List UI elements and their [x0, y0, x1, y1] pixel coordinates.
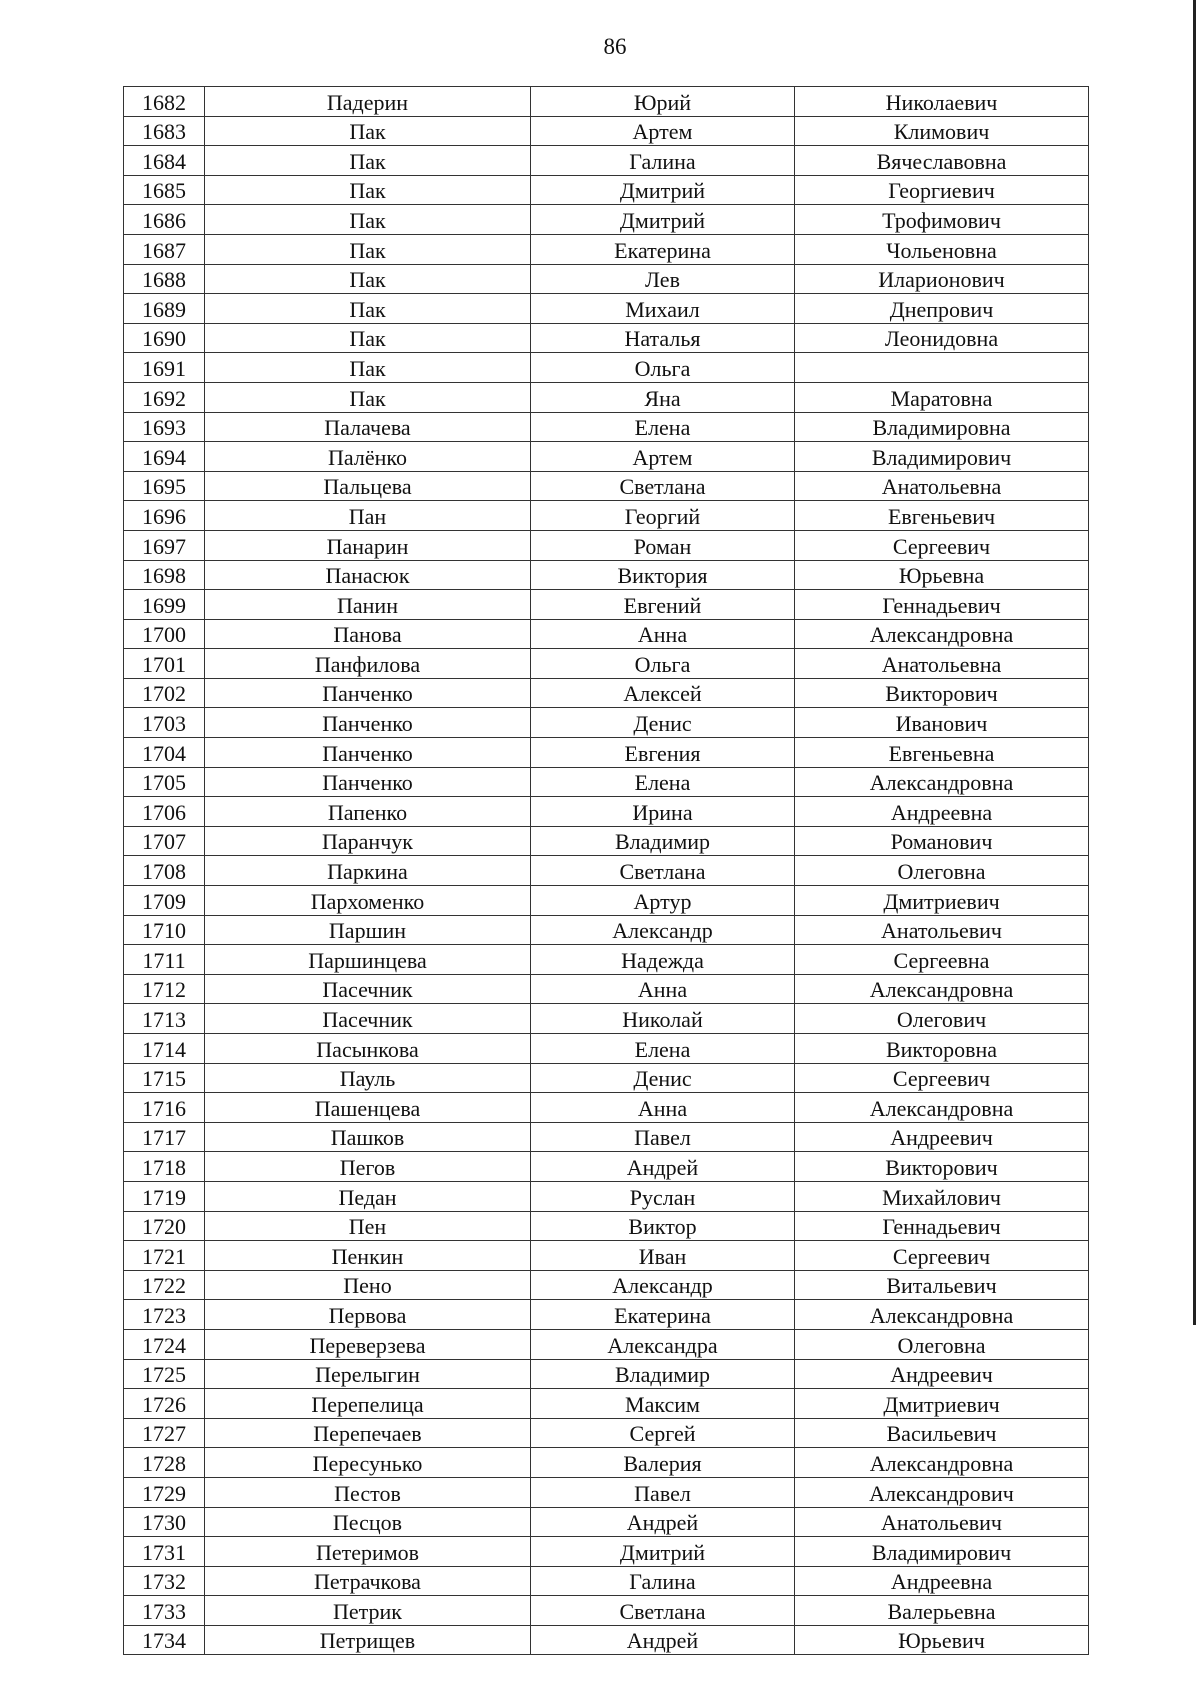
row-number-cell: 1702: [124, 678, 205, 708]
surname-cell: Пак: [205, 353, 531, 383]
table-row: [124, 530, 1089, 560]
surname-cell: Пан: [205, 501, 531, 531]
surname-cell: Пасечник: [205, 974, 531, 1004]
patronymic-cell: Анатольевич: [795, 1507, 1089, 1537]
table-row: [124, 974, 1089, 1004]
patronymic-cell: Александровна: [795, 1300, 1089, 1330]
table-row: [124, 826, 1089, 856]
surname-cell: Панченко: [205, 738, 531, 768]
surname-cell: Первова: [205, 1300, 531, 1330]
row-number-cell: 1705: [124, 767, 205, 797]
row-number-cell: 1704: [124, 738, 205, 768]
patronymic-cell: Владимирович: [795, 442, 1089, 472]
surname-cell: Пашенцева: [205, 1093, 531, 1123]
row-number-cell: 1733: [124, 1596, 205, 1626]
row-number-cell: 1727: [124, 1418, 205, 1448]
table-row: [124, 205, 1089, 235]
surname-cell: Пак: [205, 175, 531, 205]
patronymic-cell: Александровна: [795, 767, 1089, 797]
patronymic-cell: Леонидовна: [795, 323, 1089, 353]
row-number-cell: 1693: [124, 412, 205, 442]
row-number-cell: 1687: [124, 234, 205, 264]
table-row: [124, 1507, 1089, 1537]
row-number-cell: 1699: [124, 590, 205, 620]
surname-cell: Пак: [205, 116, 531, 146]
table-row: [124, 146, 1089, 176]
first-name-cell: Николай: [531, 1004, 795, 1034]
table-row: [124, 1448, 1089, 1478]
patronymic-cell: Трофимович: [795, 205, 1089, 235]
row-number-cell: 1697: [124, 530, 205, 560]
row-number-cell: 1734: [124, 1625, 205, 1655]
row-number-cell: 1707: [124, 826, 205, 856]
table-row: [124, 116, 1089, 146]
table-row: [124, 945, 1089, 975]
table-row: [124, 678, 1089, 708]
row-number-cell: 1720: [124, 1211, 205, 1241]
first-name-cell: Елена: [531, 412, 795, 442]
surname-cell: Пак: [205, 234, 531, 264]
table-row: [124, 1211, 1089, 1241]
patronymic-cell: Евгеньевна: [795, 738, 1089, 768]
patronymic-cell: Дмитриевич: [795, 1389, 1089, 1419]
surname-cell: Панарин: [205, 530, 531, 560]
table-row: [124, 1152, 1089, 1182]
first-name-cell: Максим: [531, 1389, 795, 1419]
table-row: [124, 1004, 1089, 1034]
first-name-cell: Павел: [531, 1122, 795, 1152]
surname-cell: Панова: [205, 619, 531, 649]
surname-cell: Пак: [205, 264, 531, 294]
row-number-cell: 1692: [124, 382, 205, 412]
first-name-cell: Галина: [531, 146, 795, 176]
table-row: [124, 1566, 1089, 1596]
first-name-cell: Наталья: [531, 323, 795, 353]
first-name-cell: Александр: [531, 1270, 795, 1300]
table-row: [124, 797, 1089, 827]
surname-cell: Пак: [205, 294, 531, 324]
surname-cell: Петрищев: [205, 1625, 531, 1655]
first-name-cell: Виктория: [531, 560, 795, 590]
surname-cell: Панин: [205, 590, 531, 620]
first-name-cell: Ольга: [531, 649, 795, 679]
row-number-cell: 1688: [124, 264, 205, 294]
first-name-cell: Светлана: [531, 1596, 795, 1626]
row-number-cell: 1731: [124, 1537, 205, 1567]
row-number-cell: 1732: [124, 1566, 205, 1596]
surname-cell: Панасюк: [205, 560, 531, 590]
first-name-cell: Яна: [531, 382, 795, 412]
row-number-cell: 1694: [124, 442, 205, 472]
surname-cell: Петрачкова: [205, 1566, 531, 1596]
surname-cell: Паранчук: [205, 826, 531, 856]
patronymic-cell: Юрьевна: [795, 560, 1089, 590]
table-row: [124, 175, 1089, 205]
first-name-cell: Андрей: [531, 1152, 795, 1182]
patronymic-cell: Геннадьевич: [795, 1211, 1089, 1241]
first-name-cell: Ольга: [531, 353, 795, 383]
row-number-cell: 1695: [124, 471, 205, 501]
row-number-cell: 1711: [124, 945, 205, 975]
patronymic-cell: Андреевич: [795, 1122, 1089, 1152]
first-name-cell: Михаил: [531, 294, 795, 324]
first-name-cell: Галина: [531, 1566, 795, 1596]
first-name-cell: Светлана: [531, 856, 795, 886]
row-number-cell: 1706: [124, 797, 205, 827]
table-row: [124, 1329, 1089, 1359]
table-row: [124, 1122, 1089, 1152]
table-row: [124, 1418, 1089, 1448]
patronymic-cell: Чольеновна: [795, 234, 1089, 264]
first-name-cell: Елена: [531, 767, 795, 797]
first-name-cell: Анна: [531, 619, 795, 649]
first-name-cell: Елена: [531, 1034, 795, 1064]
patronymic-cell: Сергеевич: [795, 1063, 1089, 1093]
patronymic-cell: Георгиевич: [795, 175, 1089, 205]
patronymic-cell: Андреевна: [795, 797, 1089, 827]
patronymic-cell: Анатольевна: [795, 471, 1089, 501]
table-row: [124, 1477, 1089, 1507]
table-row: [124, 915, 1089, 945]
page-number: 86: [603, 34, 627, 59]
table-row: [124, 1300, 1089, 1330]
first-name-cell: Павел: [531, 1477, 795, 1507]
first-name-cell: Андрей: [531, 1625, 795, 1655]
surname-cell: Падерин: [205, 87, 531, 117]
patronymic-cell: Александровна: [795, 974, 1089, 1004]
surname-cell: Палёнко: [205, 442, 531, 472]
patronymic-cell: Васильевич: [795, 1418, 1089, 1448]
patronymic-cell: [795, 353, 1089, 383]
row-number-cell: 1718: [124, 1152, 205, 1182]
first-name-cell: Светлана: [531, 471, 795, 501]
first-name-cell: Валерия: [531, 1448, 795, 1478]
patronymic-cell: Викторовна: [795, 1034, 1089, 1064]
table-row: [124, 264, 1089, 294]
first-name-cell: Сергей: [531, 1418, 795, 1448]
row-number-cell: 1728: [124, 1448, 205, 1478]
table-row: [124, 1181, 1089, 1211]
table-row: [124, 1093, 1089, 1123]
scan-edge-line: [1193, 0, 1196, 1325]
surname-cell: Пауль: [205, 1063, 531, 1093]
patronymic-cell: Сергеевич: [795, 1241, 1089, 1271]
surname-cell: Паршин: [205, 915, 531, 945]
table-row: [124, 767, 1089, 797]
surname-cell: Пересунько: [205, 1448, 531, 1478]
table-row: [124, 442, 1089, 472]
row-number-cell: 1712: [124, 974, 205, 1004]
table-row: [124, 1389, 1089, 1419]
patronymic-cell: Александровна: [795, 1448, 1089, 1478]
table-row: [124, 294, 1089, 324]
first-name-cell: Георгий: [531, 501, 795, 531]
first-name-cell: Екатерина: [531, 234, 795, 264]
first-name-cell: Денис: [531, 1063, 795, 1093]
patronymic-cell: Андреевна: [795, 1566, 1089, 1596]
row-number-cell: 1715: [124, 1063, 205, 1093]
surname-cell: Пен: [205, 1211, 531, 1241]
row-number-cell: 1729: [124, 1477, 205, 1507]
patronymic-cell: Сергеевна: [795, 945, 1089, 975]
table-row: [124, 1359, 1089, 1389]
first-name-cell: Артем: [531, 116, 795, 146]
row-number-cell: 1714: [124, 1034, 205, 1064]
surname-cell: Панченко: [205, 678, 531, 708]
table-row: [124, 471, 1089, 501]
first-name-cell: Иван: [531, 1241, 795, 1271]
surname-cell: Панченко: [205, 767, 531, 797]
table-row: [124, 87, 1089, 117]
patronymic-cell: Олеговна: [795, 856, 1089, 886]
table-row: [124, 1063, 1089, 1093]
surname-cell: Пенкин: [205, 1241, 531, 1271]
table-row: [124, 353, 1089, 383]
patronymic-cell: Юрьевич: [795, 1625, 1089, 1655]
surname-cell: Пашков: [205, 1122, 531, 1152]
first-name-cell: Дмитрий: [531, 205, 795, 235]
row-number-cell: 1690: [124, 323, 205, 353]
surname-cell: Пестов: [205, 1477, 531, 1507]
row-number-cell: 1709: [124, 886, 205, 916]
row-number-cell: 1722: [124, 1270, 205, 1300]
row-number-cell: 1717: [124, 1122, 205, 1152]
surname-cell: Пак: [205, 323, 531, 353]
row-number-cell: 1730: [124, 1507, 205, 1537]
patronymic-cell: Дмитриевич: [795, 886, 1089, 916]
patronymic-cell: Романович: [795, 826, 1089, 856]
first-name-cell: Юрий: [531, 87, 795, 117]
row-number-cell: 1700: [124, 619, 205, 649]
first-name-cell: Владимир: [531, 1359, 795, 1389]
table-row: [124, 738, 1089, 768]
patronymic-cell: Владимировна: [795, 412, 1089, 442]
surname-cell: Пархоменко: [205, 886, 531, 916]
row-number-cell: 1713: [124, 1004, 205, 1034]
patronymic-cell: Анатольевич: [795, 915, 1089, 945]
patronymic-cell: Николаевич: [795, 87, 1089, 117]
first-name-cell: Анна: [531, 974, 795, 1004]
table-row: [124, 323, 1089, 353]
roster-table: [123, 86, 1089, 1655]
surname-cell: Пальцева: [205, 471, 531, 501]
table-row: [124, 856, 1089, 886]
first-name-cell: Роман: [531, 530, 795, 560]
patronymic-cell: Викторович: [795, 1152, 1089, 1182]
first-name-cell: Денис: [531, 708, 795, 738]
surname-cell: Пасечник: [205, 1004, 531, 1034]
patronymic-cell: Александровна: [795, 619, 1089, 649]
surname-cell: Паршинцева: [205, 945, 531, 975]
row-number-cell: 1724: [124, 1329, 205, 1359]
first-name-cell: Артур: [531, 886, 795, 916]
patronymic-cell: Олегович: [795, 1004, 1089, 1034]
patronymic-cell: Александрович: [795, 1477, 1089, 1507]
patronymic-cell: Анатольевна: [795, 649, 1089, 679]
surname-cell: Паркина: [205, 856, 531, 886]
first-name-cell: Александр: [531, 915, 795, 945]
patronymic-cell: Владимирович: [795, 1537, 1089, 1567]
surname-cell: Педан: [205, 1181, 531, 1211]
row-number-cell: 1725: [124, 1359, 205, 1389]
surname-cell: Пегов: [205, 1152, 531, 1182]
patronymic-cell: Днепрович: [795, 294, 1089, 324]
surname-cell: Палачева: [205, 412, 531, 442]
first-name-cell: Екатерина: [531, 1300, 795, 1330]
first-name-cell: Лев: [531, 264, 795, 294]
first-name-cell: Дмитрий: [531, 1537, 795, 1567]
row-number-cell: 1701: [124, 649, 205, 679]
table-row: [124, 1625, 1089, 1655]
patronymic-cell: Андреевич: [795, 1359, 1089, 1389]
patronymic-cell: Валерьевна: [795, 1596, 1089, 1626]
surname-cell: Перепечаев: [205, 1418, 531, 1448]
first-name-cell: Владимир: [531, 826, 795, 856]
row-number-cell: 1703: [124, 708, 205, 738]
first-name-cell: Евгений: [531, 590, 795, 620]
table-row: [124, 412, 1089, 442]
surname-cell: Переверзева: [205, 1329, 531, 1359]
row-number-cell: 1719: [124, 1181, 205, 1211]
patronymic-cell: Иванович: [795, 708, 1089, 738]
surname-cell: Папенко: [205, 797, 531, 827]
table-row: [124, 501, 1089, 531]
patronymic-cell: Михайлович: [795, 1181, 1089, 1211]
first-name-cell: Александра: [531, 1329, 795, 1359]
row-number-cell: 1721: [124, 1241, 205, 1271]
row-number-cell: 1682: [124, 87, 205, 117]
row-number-cell: 1691: [124, 353, 205, 383]
surname-cell: Пак: [205, 205, 531, 235]
surname-cell: Пак: [205, 382, 531, 412]
patronymic-cell: Маратовна: [795, 382, 1089, 412]
table-row: [124, 886, 1089, 916]
surname-cell: Петеримов: [205, 1537, 531, 1567]
first-name-cell: Андрей: [531, 1507, 795, 1537]
table-row: [124, 708, 1089, 738]
row-number-cell: 1710: [124, 915, 205, 945]
patronymic-cell: Викторович: [795, 678, 1089, 708]
table-row: [124, 619, 1089, 649]
first-name-cell: Дмитрий: [531, 175, 795, 205]
first-name-cell: Надежда: [531, 945, 795, 975]
patronymic-cell: Евгеньевич: [795, 501, 1089, 531]
first-name-cell: Артем: [531, 442, 795, 472]
row-number-cell: 1723: [124, 1300, 205, 1330]
row-number-cell: 1696: [124, 501, 205, 531]
table-row: [124, 649, 1089, 679]
surname-cell: Петрик: [205, 1596, 531, 1626]
table-row: [124, 1034, 1089, 1064]
row-number-cell: 1726: [124, 1389, 205, 1419]
table-row: [124, 560, 1089, 590]
patronymic-cell: Вячеславовна: [795, 146, 1089, 176]
row-number-cell: 1689: [124, 294, 205, 324]
row-number-cell: 1716: [124, 1093, 205, 1123]
row-number-cell: 1686: [124, 205, 205, 235]
patronymic-cell: Олеговна: [795, 1329, 1089, 1359]
first-name-cell: Ирина: [531, 797, 795, 827]
first-name-cell: Руслан: [531, 1181, 795, 1211]
surname-cell: Пасынкова: [205, 1034, 531, 1064]
surname-cell: Пак: [205, 146, 531, 176]
first-name-cell: Анна: [531, 1093, 795, 1123]
surname-cell: Песцов: [205, 1507, 531, 1537]
patronymic-cell: Александровна: [795, 1093, 1089, 1123]
surname-cell: Панфилова: [205, 649, 531, 679]
surname-cell: Перелыгин: [205, 1359, 531, 1389]
row-number-cell: 1698: [124, 560, 205, 590]
table-row: [124, 1270, 1089, 1300]
table-row: [124, 590, 1089, 620]
table-row: [124, 1596, 1089, 1626]
first-name-cell: Евгения: [531, 738, 795, 768]
patronymic-cell: Иларионович: [795, 264, 1089, 294]
row-number-cell: 1684: [124, 146, 205, 176]
first-name-cell: Алексей: [531, 678, 795, 708]
row-number-cell: 1708: [124, 856, 205, 886]
first-name-cell: Виктор: [531, 1211, 795, 1241]
row-number-cell: 1685: [124, 175, 205, 205]
patronymic-cell: Витальевич: [795, 1270, 1089, 1300]
patronymic-cell: Климович: [795, 116, 1089, 146]
table-row: [124, 382, 1089, 412]
row-number-cell: 1683: [124, 116, 205, 146]
table-row: [124, 1537, 1089, 1567]
surname-cell: Панченко: [205, 708, 531, 738]
patronymic-cell: Сергеевич: [795, 530, 1089, 560]
roster-body: [124, 87, 1089, 1655]
surname-cell: Пено: [205, 1270, 531, 1300]
table-row: [124, 1241, 1089, 1271]
patronymic-cell: Геннадьевич: [795, 590, 1089, 620]
table-row: [124, 234, 1089, 264]
surname-cell: Перепелица: [205, 1389, 531, 1419]
